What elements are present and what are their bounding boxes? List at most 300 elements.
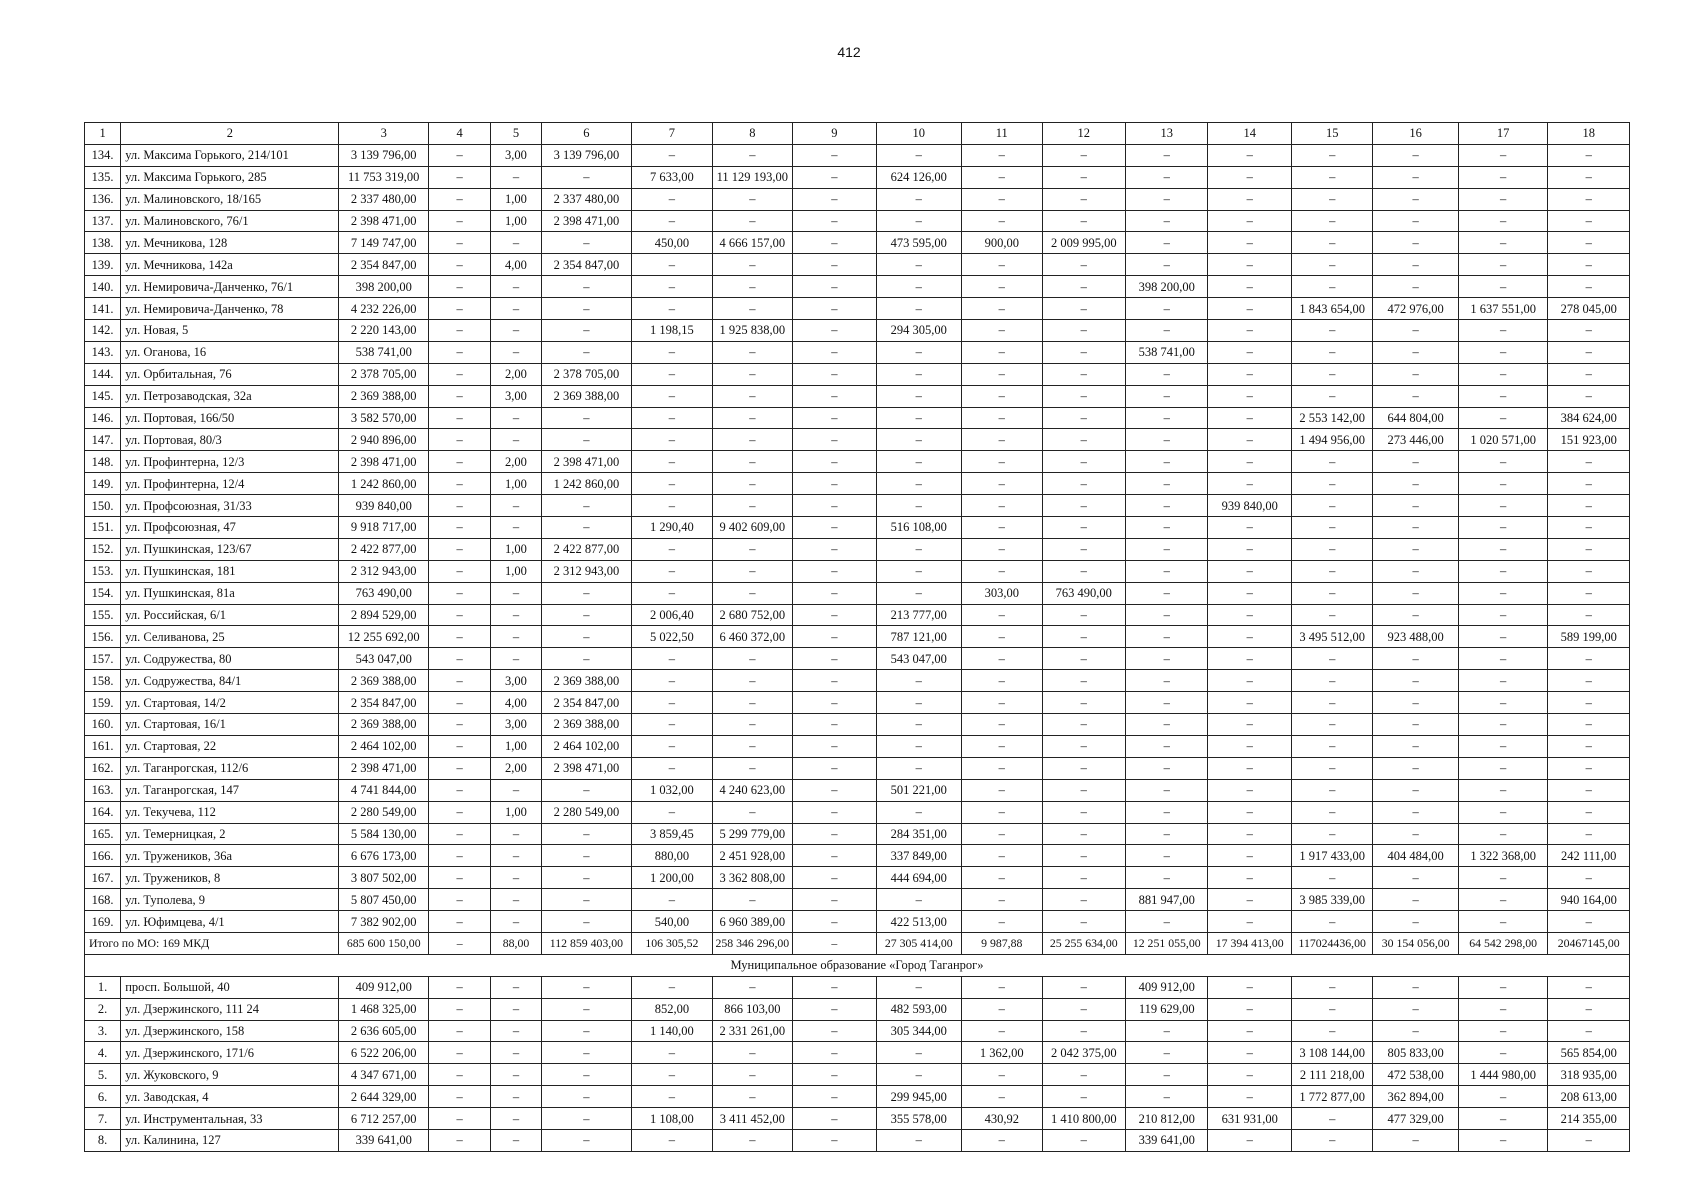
table-cell: – bbox=[491, 582, 541, 604]
table-cell: – bbox=[1208, 692, 1291, 714]
table-cell: – bbox=[1042, 714, 1125, 736]
table-cell: – bbox=[1458, 692, 1548, 714]
table-cell: 384 624,00 bbox=[1548, 407, 1630, 429]
table-cell: 1 322 368,00 bbox=[1458, 845, 1548, 867]
table-cell: 305 344,00 bbox=[876, 1020, 961, 1042]
table-cell: ул. Инструментальная, 33 bbox=[121, 1108, 339, 1130]
table-cell: – bbox=[962, 407, 1042, 429]
table-cell: 4 240 623,00 bbox=[712, 779, 792, 801]
table-cell: – bbox=[1373, 867, 1458, 889]
table-cell: – bbox=[1373, 889, 1458, 911]
table-cell: – bbox=[1042, 801, 1125, 823]
table-cell: – bbox=[1458, 385, 1548, 407]
table-cell: 2 331 261,00 bbox=[712, 1020, 792, 1042]
table-cell: – bbox=[1126, 670, 1208, 692]
table-cell: – bbox=[1126, 582, 1208, 604]
table-cell: 398 200,00 bbox=[339, 276, 429, 298]
table-cell: – bbox=[428, 1064, 490, 1086]
table-cell: 3 859,45 bbox=[632, 823, 712, 845]
table-cell: – bbox=[1126, 144, 1208, 166]
table-cell: – bbox=[632, 1064, 712, 1086]
table-cell: – bbox=[632, 1086, 712, 1108]
table-cell: – bbox=[1548, 823, 1630, 845]
table-cell: 2 378 705,00 bbox=[541, 363, 632, 385]
table-cell: – bbox=[876, 254, 961, 276]
table-cell: 151. bbox=[85, 517, 121, 539]
table-cell: – bbox=[876, 407, 961, 429]
table-cell: 2 369 388,00 bbox=[541, 385, 632, 407]
table-cell: 2 312 943,00 bbox=[339, 560, 429, 582]
table-cell: – bbox=[428, 604, 490, 626]
table-cell: ул. Максима Горького, 285 bbox=[121, 166, 339, 188]
table-cell: – bbox=[1548, 473, 1630, 495]
table-cell: – bbox=[712, 495, 792, 517]
table-cell: 210 812,00 bbox=[1126, 1108, 1208, 1130]
table-cell: – bbox=[1042, 889, 1125, 911]
table-cell: ул. Профсоюзная, 31/33 bbox=[121, 495, 339, 517]
table-cell: 2 644 329,00 bbox=[339, 1086, 429, 1108]
table-cell: – bbox=[1458, 867, 1548, 889]
table-cell: 2 009 995,00 bbox=[1042, 232, 1125, 254]
table-cell: – bbox=[1458, 517, 1548, 539]
table-cell: – bbox=[712, 1086, 792, 1108]
table-cell: – bbox=[1548, 779, 1630, 801]
table-row bbox=[85, 210, 1630, 232]
table-cell: – bbox=[1458, 604, 1548, 626]
table-cell: 2 398 471,00 bbox=[541, 757, 632, 779]
table-cell: – bbox=[962, 320, 1042, 342]
table-cell: 163. bbox=[85, 779, 121, 801]
table-cell: 156. bbox=[85, 626, 121, 648]
table-cell: – bbox=[1291, 538, 1372, 560]
table-cell: – bbox=[1373, 998, 1458, 1020]
table-row bbox=[85, 429, 1630, 451]
table-cell: 9 918 717,00 bbox=[339, 517, 429, 539]
table-cell: 119 629,00 bbox=[1126, 998, 1208, 1020]
table-cell: 9 987,88 bbox=[962, 932, 1042, 954]
table-cell: – bbox=[632, 254, 712, 276]
table-cell: 4. bbox=[85, 1042, 121, 1064]
table-cell: – bbox=[1208, 254, 1291, 276]
table-cell: – bbox=[793, 670, 876, 692]
table-cell: – bbox=[1458, 320, 1548, 342]
table-cell: – bbox=[428, 670, 490, 692]
table-cell: 13 bbox=[1126, 123, 1208, 145]
table-cell: 7 149 747,00 bbox=[339, 232, 429, 254]
table-cell: – bbox=[1291, 341, 1372, 363]
table-cell: – bbox=[1042, 1064, 1125, 1086]
table-cell: 1 772 877,00 bbox=[1291, 1086, 1372, 1108]
section-title-row bbox=[85, 954, 1630, 976]
table-cell: – bbox=[712, 363, 792, 385]
table-cell: – bbox=[1548, 911, 1630, 933]
table-cell: – bbox=[962, 1020, 1042, 1042]
table-cell: – bbox=[632, 560, 712, 582]
table-cell: – bbox=[541, 911, 632, 933]
table-cell: – bbox=[1208, 473, 1291, 495]
table-cell: – bbox=[1208, 911, 1291, 933]
table-cell: – bbox=[1373, 363, 1458, 385]
table-cell: 540,00 bbox=[632, 911, 712, 933]
table-cell: – bbox=[1042, 473, 1125, 495]
table-cell: – bbox=[1291, 451, 1372, 473]
table-cell: 339 641,00 bbox=[1126, 1129, 1208, 1151]
table-cell: – bbox=[962, 495, 1042, 517]
table-cell: 2 422 877,00 bbox=[339, 538, 429, 560]
table-cell: – bbox=[1291, 166, 1372, 188]
table-cell: – bbox=[793, 341, 876, 363]
table-cell: 5. bbox=[85, 1064, 121, 1086]
table-cell: 2,00 bbox=[491, 363, 541, 385]
table-cell: 152. bbox=[85, 538, 121, 560]
table-cell: – bbox=[712, 976, 792, 998]
table-cell: 880,00 bbox=[632, 845, 712, 867]
table-cell: 805 833,00 bbox=[1373, 1042, 1458, 1064]
table-cell: 355 578,00 bbox=[876, 1108, 961, 1130]
table-cell: – bbox=[1042, 538, 1125, 560]
table-cell: – bbox=[793, 1129, 876, 1151]
table-cell: – bbox=[1373, 976, 1458, 998]
table-cell: ул. Профинтерна, 12/4 bbox=[121, 473, 339, 495]
table-cell: – bbox=[793, 735, 876, 757]
table-cell: – bbox=[962, 166, 1042, 188]
table-cell: – bbox=[793, 626, 876, 648]
table-cell: – bbox=[1548, 451, 1630, 473]
table-cell: 1 bbox=[85, 123, 121, 145]
table-cell: – bbox=[1373, 648, 1458, 670]
table-cell: 278 045,00 bbox=[1548, 298, 1630, 320]
table-cell: – bbox=[428, 429, 490, 451]
table-cell: – bbox=[712, 1064, 792, 1086]
table-cell: – bbox=[793, 254, 876, 276]
table-row bbox=[85, 144, 1630, 166]
table-cell: – bbox=[1548, 166, 1630, 188]
table-cell: – bbox=[876, 276, 961, 298]
table-cell: – bbox=[793, 473, 876, 495]
table-cell: 3. bbox=[85, 1020, 121, 1042]
table-cell: 2 553 142,00 bbox=[1291, 407, 1372, 429]
table-cell: – bbox=[632, 495, 712, 517]
table-cell: – bbox=[962, 451, 1042, 473]
table-cell: – bbox=[712, 407, 792, 429]
table-cell: 473 595,00 bbox=[876, 232, 961, 254]
table-cell: – bbox=[962, 911, 1042, 933]
table-cell: – bbox=[793, 232, 876, 254]
table-cell: – bbox=[962, 517, 1042, 539]
table-cell: 2 369 388,00 bbox=[339, 714, 429, 736]
table-row bbox=[85, 232, 1630, 254]
table-cell: – bbox=[428, 232, 490, 254]
table-cell: – bbox=[1208, 232, 1291, 254]
table-cell: – bbox=[962, 626, 1042, 648]
table-cell: – bbox=[793, 757, 876, 779]
table-cell: 147. bbox=[85, 429, 121, 451]
table-cell: – bbox=[491, 1020, 541, 1042]
table-cell: – bbox=[428, 210, 490, 232]
table-cell: 1 290,40 bbox=[632, 517, 712, 539]
table-cell: – bbox=[1458, 1108, 1548, 1130]
table-cell: – bbox=[1548, 670, 1630, 692]
table-cell: 10 bbox=[876, 123, 961, 145]
table-cell: 787 121,00 bbox=[876, 626, 961, 648]
table-cell: – bbox=[793, 429, 876, 451]
table-cell: – bbox=[1373, 670, 1458, 692]
table-cell: 1 140,00 bbox=[632, 1020, 712, 1042]
table-cell: – bbox=[491, 429, 541, 451]
table-cell: – bbox=[428, 560, 490, 582]
table-cell: 852,00 bbox=[632, 998, 712, 1020]
table-cell: – bbox=[632, 648, 712, 670]
table-cell: – bbox=[1458, 166, 1548, 188]
table-cell: 3 139 796,00 bbox=[541, 144, 632, 166]
table-cell: – bbox=[1042, 188, 1125, 210]
table-cell: – bbox=[793, 998, 876, 1020]
table-cell: – bbox=[876, 1064, 961, 1086]
table-cell: – bbox=[1126, 363, 1208, 385]
table-cell: – bbox=[1291, 188, 1372, 210]
table-cell: – bbox=[1208, 604, 1291, 626]
table-cell: – bbox=[1458, 254, 1548, 276]
table-cell: 444 694,00 bbox=[876, 867, 961, 889]
table-cell: – bbox=[1208, 341, 1291, 363]
table-cell: – bbox=[1291, 232, 1372, 254]
table-cell: – bbox=[962, 188, 1042, 210]
table-cell: ул. Калинина, 127 bbox=[121, 1129, 339, 1151]
table-cell: – bbox=[1458, 757, 1548, 779]
table-cell: 2 354 847,00 bbox=[541, 692, 632, 714]
table-cell: – bbox=[1458, 1129, 1548, 1151]
table-cell: – bbox=[491, 1042, 541, 1064]
table-cell: – bbox=[1291, 495, 1372, 517]
table-cell: ул. Селиванова, 25 bbox=[121, 626, 339, 648]
table-cell: 3,00 bbox=[491, 385, 541, 407]
table-cell: – bbox=[1548, 801, 1630, 823]
table-cell: – bbox=[1042, 276, 1125, 298]
table-cell: – bbox=[1042, 648, 1125, 670]
table-row bbox=[85, 320, 1630, 342]
table-cell: – bbox=[962, 144, 1042, 166]
table-cell: – bbox=[1042, 298, 1125, 320]
table-cell: – bbox=[1126, 801, 1208, 823]
table-cell: – bbox=[428, 385, 490, 407]
table-cell: ул. Мечникова, 142а bbox=[121, 254, 339, 276]
table-cell: – bbox=[428, 254, 490, 276]
table-cell: – bbox=[1291, 998, 1372, 1020]
table-cell: 3 411 452,00 bbox=[712, 1108, 792, 1130]
table-cell: – bbox=[1548, 363, 1630, 385]
table-cell: 112 859 403,00 bbox=[541, 932, 632, 954]
table-cell: – bbox=[1373, 582, 1458, 604]
table-cell: – bbox=[1126, 648, 1208, 670]
table-cell: – bbox=[428, 823, 490, 845]
table-cell: – bbox=[632, 801, 712, 823]
table-cell: – bbox=[1126, 1042, 1208, 1064]
table-cell: 472 976,00 bbox=[1373, 298, 1458, 320]
table-header-row bbox=[85, 123, 1630, 145]
table-cell: 136. bbox=[85, 188, 121, 210]
table-cell: – bbox=[1458, 473, 1548, 495]
table-cell: 2 378 705,00 bbox=[339, 363, 429, 385]
table-row bbox=[85, 560, 1630, 582]
table-cell: – bbox=[1208, 670, 1291, 692]
table-cell: 2 354 847,00 bbox=[339, 692, 429, 714]
table-cell: 303,00 bbox=[962, 582, 1042, 604]
table-cell: ул. Юфимцева, 4/1 bbox=[121, 911, 339, 933]
table-cell: – bbox=[632, 363, 712, 385]
table-cell: – bbox=[541, 407, 632, 429]
table-cell: 8 bbox=[712, 123, 792, 145]
table-cell: 3 362 808,00 bbox=[712, 867, 792, 889]
table-cell: ул. Таганрогская, 147 bbox=[121, 779, 339, 801]
table-cell: – bbox=[1458, 210, 1548, 232]
table-cell: 1,00 bbox=[491, 210, 541, 232]
table-cell: 3,00 bbox=[491, 714, 541, 736]
table-cell: 169. bbox=[85, 911, 121, 933]
table-cell: 472 538,00 bbox=[1373, 1064, 1458, 1086]
table-cell: 2 006,40 bbox=[632, 604, 712, 626]
table-cell: 2 354 847,00 bbox=[339, 254, 429, 276]
table-cell: – bbox=[962, 473, 1042, 495]
table-cell: – bbox=[1291, 276, 1372, 298]
table-cell: – bbox=[1373, 254, 1458, 276]
table-cell: – bbox=[491, 341, 541, 363]
table-cell: – bbox=[1291, 911, 1372, 933]
table-cell: – bbox=[1548, 1129, 1630, 1151]
table-cell: – bbox=[1291, 757, 1372, 779]
table-cell: – bbox=[712, 188, 792, 210]
table-cell: 1 494 956,00 bbox=[1291, 429, 1372, 451]
table-cell: ул. Пушкинская, 81а bbox=[121, 582, 339, 604]
table-cell: – bbox=[1042, 1020, 1125, 1042]
table-cell: – bbox=[962, 735, 1042, 757]
table-row bbox=[85, 604, 1630, 626]
table-cell: 7. bbox=[85, 1108, 121, 1130]
table-cell: 7 382 902,00 bbox=[339, 911, 429, 933]
table-cell: – bbox=[1208, 188, 1291, 210]
table-cell: – bbox=[962, 670, 1042, 692]
table-cell: – bbox=[1291, 735, 1372, 757]
table-cell: – bbox=[632, 407, 712, 429]
table-cell: – bbox=[1126, 1020, 1208, 1042]
table-cell: 151 923,00 bbox=[1548, 429, 1630, 451]
table-cell: – bbox=[428, 1086, 490, 1108]
table-cell: 2 398 471,00 bbox=[339, 210, 429, 232]
table-cell: – bbox=[793, 276, 876, 298]
table-cell: 9 bbox=[793, 123, 876, 145]
table-cell: 117024436,00 bbox=[1291, 932, 1372, 954]
table-cell: 6 960 389,00 bbox=[712, 911, 792, 933]
table-cell: – bbox=[1208, 714, 1291, 736]
table-cell: – bbox=[793, 188, 876, 210]
table-cell: – bbox=[962, 823, 1042, 845]
table-cell: 3 108 144,00 bbox=[1291, 1042, 1372, 1064]
table-cell: – bbox=[491, 1086, 541, 1108]
table-cell: – bbox=[1042, 341, 1125, 363]
table-cell: – bbox=[428, 473, 490, 495]
table-cell: – bbox=[1548, 232, 1630, 254]
table-cell: 14 bbox=[1208, 123, 1291, 145]
table-cell: – bbox=[1373, 385, 1458, 407]
table-cell: – bbox=[541, 976, 632, 998]
table-cell: – bbox=[1208, 779, 1291, 801]
table-cell: – bbox=[793, 363, 876, 385]
table-cell: 4 666 157,00 bbox=[712, 232, 792, 254]
table-cell: 15 bbox=[1291, 123, 1372, 145]
table-cell: – bbox=[793, 1064, 876, 1086]
table-cell: ул. Портовая, 166/50 bbox=[121, 407, 339, 429]
table-cell: 148. bbox=[85, 451, 121, 473]
table-cell: – bbox=[1126, 429, 1208, 451]
table-cell: – bbox=[541, 582, 632, 604]
table-cell: 409 912,00 bbox=[339, 976, 429, 998]
table-row bbox=[85, 1020, 1630, 1042]
table-cell: – bbox=[962, 298, 1042, 320]
table-cell: – bbox=[712, 692, 792, 714]
table-cell: 3 985 339,00 bbox=[1291, 889, 1372, 911]
table-cell: – bbox=[1291, 1108, 1372, 1130]
table-cell: – bbox=[632, 538, 712, 560]
table-row bbox=[85, 670, 1630, 692]
table-cell: – bbox=[793, 1108, 876, 1130]
table-cell: 939 840,00 bbox=[339, 495, 429, 517]
table-cell: – bbox=[491, 1108, 541, 1130]
table-cell: 106 305,52 bbox=[632, 932, 712, 954]
table-cell: 11 129 193,00 bbox=[712, 166, 792, 188]
table-cell: – bbox=[1042, 1129, 1125, 1151]
table-cell: – bbox=[793, 889, 876, 911]
table-cell: – bbox=[1373, 144, 1458, 166]
table-row bbox=[85, 1108, 1630, 1130]
table-cell: – bbox=[491, 889, 541, 911]
table-cell: – bbox=[876, 582, 961, 604]
table-cell: 4,00 bbox=[491, 254, 541, 276]
table-cell: – bbox=[1126, 451, 1208, 473]
table-cell: 318 935,00 bbox=[1548, 1064, 1630, 1086]
table-cell: – bbox=[632, 298, 712, 320]
table-cell: – bbox=[1208, 1129, 1291, 1151]
table-cell: – bbox=[632, 714, 712, 736]
table-cell: – bbox=[1458, 144, 1548, 166]
table-cell: – bbox=[793, 845, 876, 867]
table-cell: – bbox=[876, 144, 961, 166]
table-cell: – bbox=[793, 648, 876, 670]
table-cell: – bbox=[876, 1129, 961, 1151]
table-cell: – bbox=[632, 451, 712, 473]
table-cell: – bbox=[793, 801, 876, 823]
table-cell: ул. Пушкинская, 123/67 bbox=[121, 538, 339, 560]
table-cell: 27 305 414,00 bbox=[876, 932, 961, 954]
table-cell: – bbox=[1208, 648, 1291, 670]
table-cell: – bbox=[876, 757, 961, 779]
table-cell: – bbox=[1548, 517, 1630, 539]
table-cell: – bbox=[1291, 801, 1372, 823]
table-cell: – bbox=[1126, 779, 1208, 801]
table-cell: – bbox=[428, 538, 490, 560]
table-cell: – bbox=[428, 298, 490, 320]
table-cell: – bbox=[491, 845, 541, 867]
table-cell: – bbox=[876, 188, 961, 210]
table-cell: – bbox=[1458, 1042, 1548, 1064]
table-row bbox=[85, 188, 1630, 210]
table-cell: 146. bbox=[85, 407, 121, 429]
table-cell: – bbox=[491, 626, 541, 648]
table-cell: – bbox=[632, 473, 712, 495]
table-cell: 2 398 471,00 bbox=[541, 451, 632, 473]
table-cell: – bbox=[793, 911, 876, 933]
table-cell: – bbox=[1126, 320, 1208, 342]
table-cell: 538 741,00 bbox=[1126, 341, 1208, 363]
table-cell: – bbox=[428, 407, 490, 429]
